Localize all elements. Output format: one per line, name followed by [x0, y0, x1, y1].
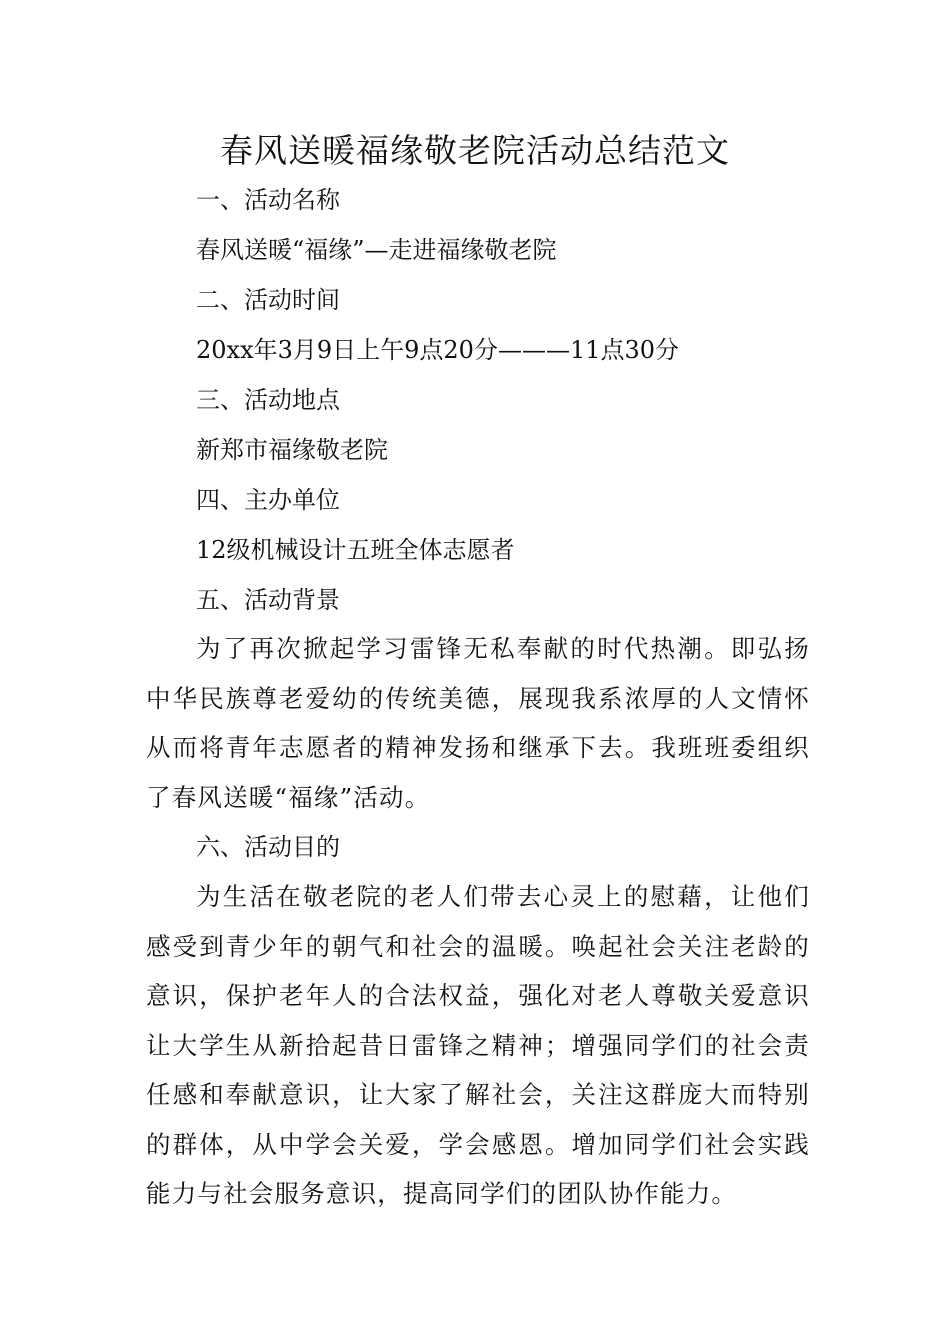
heading-organizer: 四、主办单位	[196, 486, 340, 514]
activity-time-text: 20xx年3月9日上午9点20分———11点30分	[196, 336, 680, 364]
heading-background: 五、活动背景	[196, 586, 340, 614]
background-paragraph: 为了再次掀起学习雷锋无私奉献的时代热潮。即弘扬中华民族尊老爱幼的传统美德，展现我系浓厚的人文情怀从而将青年志愿者的精神发扬和继承下去。我班班委组织了春风送暖“福缘”活动。	[146, 634, 810, 812]
organizer-text: 12级机械设计五班全体志愿者	[196, 536, 515, 564]
heading-activity-name: 一、活动名称	[196, 186, 340, 214]
activity-location-text: 新郑市福缘敬老院	[196, 436, 388, 464]
heading-purpose: 六、活动目的	[196, 833, 340, 861]
purpose-paragraph: 为生活在敬老院的老人们带去心灵上的慰藉，让他们感受到青少年的朝气和社会的温暖。唤起社会关注老龄的意识，保护老年人的合法权益，强化对老人尊敬关爱意识让大学生从新拾起昔日雷锋之精神；增强同学们的社会责任感和奉献意识，让大家了解社会，关注这群庞大而特别的群体，从中学会关爱，学会感恩。增加同学们社会实践能力与社会服务意识，提高同学们的团队协作能力。	[146, 882, 810, 1208]
activity-name-text: 春风送暖“福缘”—走进福缘敬老院	[196, 236, 557, 264]
heading-activity-time: 二、活动时间	[196, 286, 340, 314]
heading-activity-location: 三、活动地点	[196, 386, 340, 414]
document-title: 春风送暖福缘敬老院活动总结范文	[220, 131, 730, 170]
